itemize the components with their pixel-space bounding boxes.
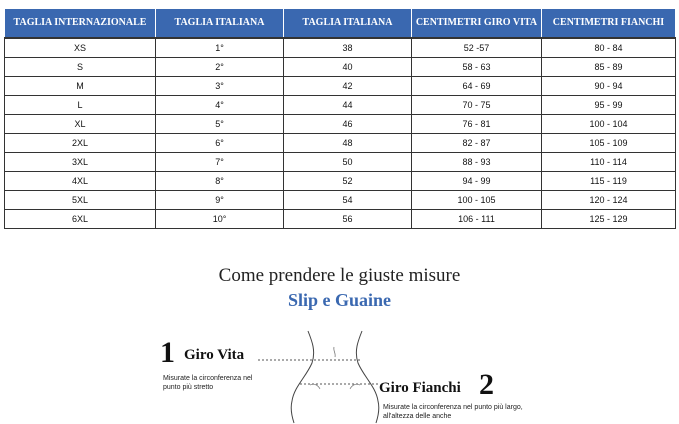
table-row [5, 96, 676, 115]
cell-hips-cm: 115 - 119 [542, 172, 676, 191]
cell-international-size: M [5, 77, 156, 96]
step-2-description-line-1: Misurate la circonferenza nel punto più largo, [383, 404, 523, 411]
step-2-description-line-2: all'altezza delle anche [383, 413, 452, 420]
cell-italian-size-number: 46 [284, 115, 412, 134]
cell-waist-cm: 88 - 93 [412, 153, 542, 172]
cell-italian-size: 8° [156, 172, 284, 191]
guide-title: Come prendere le giuste misure [218, 265, 461, 286]
cell-italian-size-number: 38 [284, 38, 412, 58]
cell-international-size: 5XL [5, 191, 156, 210]
table-row [5, 134, 676, 153]
cell-international-size: XS [5, 38, 156, 58]
header-italian-size-number: TAGLIA ITALIANA [284, 9, 412, 39]
cell-hips-cm: 110 - 114 [542, 153, 676, 172]
cell-italian-size-number: 48 [284, 134, 412, 153]
cell-italian-size: 9° [156, 191, 284, 210]
step-2-number: 2 [479, 368, 494, 401]
cell-waist-cm: 58 - 63 [412, 58, 542, 77]
cell-waist-cm: 52 -57 [412, 38, 542, 58]
cell-international-size: XL [5, 115, 156, 134]
cell-italian-size: 10° [156, 210, 284, 229]
table-row [5, 172, 676, 191]
table-row [5, 38, 676, 58]
table-row [5, 191, 676, 210]
cell-hips-cm: 95 - 99 [542, 96, 676, 115]
table-row [5, 115, 676, 134]
cell-italian-size-number: 56 [284, 210, 412, 229]
cell-italian-size-number: 42 [284, 77, 412, 96]
cell-international-size: 3XL [5, 153, 156, 172]
cell-international-size: 6XL [5, 210, 156, 229]
step-1-description-line-1: Misurate la circonferenza nel [163, 375, 253, 382]
cell-international-size: 4XL [5, 172, 156, 191]
hip-mark-right [350, 384, 360, 389]
body-outline-left [291, 331, 313, 423]
cell-italian-size: 7° [156, 153, 284, 172]
cell-italian-size-number: 54 [284, 191, 412, 210]
guide-subtitle: Slip e Guaine [287, 290, 392, 310]
cell-waist-cm: 82 - 87 [412, 134, 542, 153]
cell-italian-size-number: 40 [284, 58, 412, 77]
cell-hips-cm: 120 - 124 [542, 191, 676, 210]
size-chart-table [4, 8, 676, 229]
cell-hips-cm: 85 - 89 [542, 58, 676, 77]
cell-hips-cm: 80 - 84 [542, 38, 676, 58]
cell-italian-size: 5° [156, 115, 284, 134]
cell-hips-cm: 125 - 129 [542, 210, 676, 229]
cell-international-size: L [5, 96, 156, 115]
table-row [5, 210, 676, 229]
cell-waist-cm: 70 - 75 [412, 96, 542, 115]
cell-waist-cm: 94 - 99 [412, 172, 542, 191]
body-outline-right [356, 331, 378, 423]
table-row [5, 58, 676, 77]
navel-mark [334, 347, 335, 357]
step-1-label: Giro Vita [184, 347, 245, 363]
header-italian-size: TAGLIA ITALIANA [156, 9, 284, 39]
cell-italian-size-number: 50 [284, 153, 412, 172]
cell-italian-size-number: 44 [284, 96, 412, 115]
cell-waist-cm: 64 - 69 [412, 77, 542, 96]
cell-waist-cm: 106 - 111 [412, 210, 542, 229]
header-hips-cm: CENTIMETRI FIANCHI [542, 9, 676, 39]
header-international-size: TAGLIA INTERNAZIONALE [5, 9, 156, 39]
step-2-label: Giro Fianchi [379, 380, 461, 396]
cell-international-size: S [5, 58, 156, 77]
cell-waist-cm: 100 - 105 [412, 191, 542, 210]
table-row [5, 77, 676, 96]
cell-italian-size: 4° [156, 96, 284, 115]
cell-waist-cm: 76 - 81 [412, 115, 542, 134]
table-body [5, 38, 676, 229]
header-waist-cm: CENTIMETRI GIRO VITA [412, 9, 542, 39]
hip-mark-left [310, 384, 320, 389]
cell-hips-cm: 105 - 109 [542, 134, 676, 153]
step-1-description-line-2: punto più stretto [163, 384, 214, 391]
step-1-number: 1 [160, 336, 175, 369]
cell-italian-size: 3° [156, 77, 284, 96]
table-row [5, 153, 676, 172]
cell-italian-size: 6° [156, 134, 284, 153]
cell-hips-cm: 90 - 94 [542, 77, 676, 96]
cell-italian-size: 2° [156, 58, 284, 77]
cell-international-size: 2XL [5, 134, 156, 153]
table-header-row [5, 9, 676, 39]
cell-italian-size: 1° [156, 38, 284, 58]
body-measurement-figure [250, 325, 400, 424]
cell-hips-cm: 100 - 104 [542, 115, 676, 134]
cell-italian-size-number: 52 [284, 172, 412, 191]
